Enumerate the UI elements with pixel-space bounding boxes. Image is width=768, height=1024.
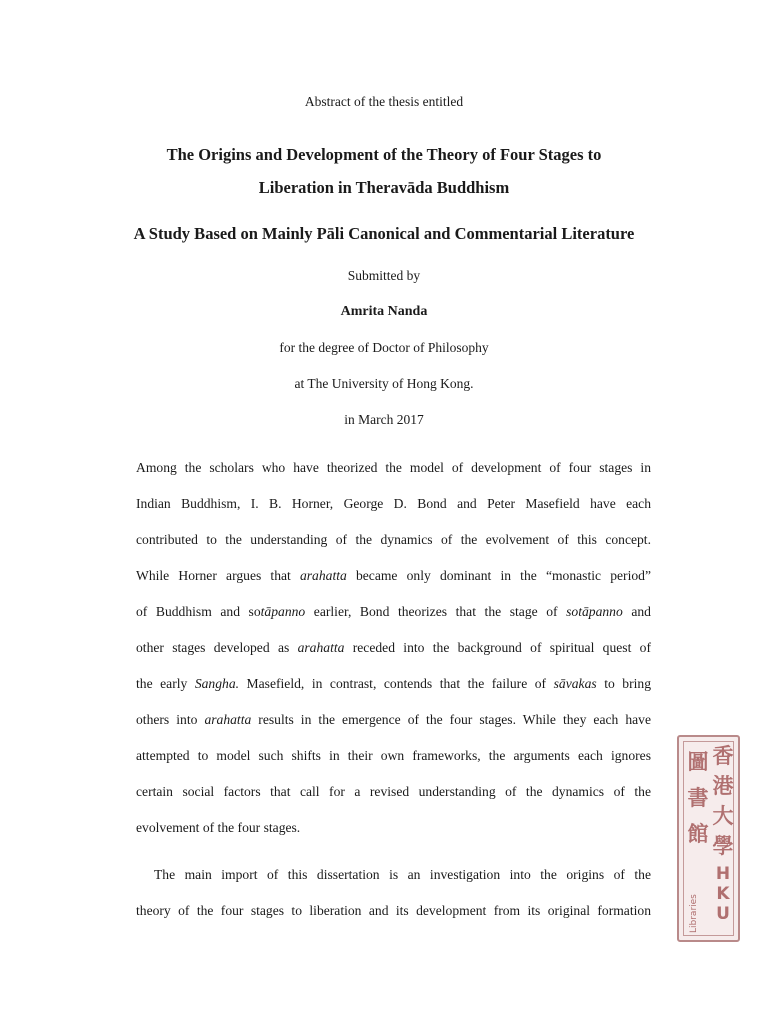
degree-line: for the degree of Doctor of Philosophy — [279, 340, 489, 355]
stamp-hku-letter: H — [715, 864, 731, 884]
paragraph-1-line: evolvement of the four stages. — [136, 820, 301, 835]
paragraph-1-line: others into arahatta results in the emergence of the four stages. While they each have — [136, 712, 652, 727]
university-line: at The University of Hong Kong. — [294, 376, 474, 391]
author-name: Amrita Nanda — [340, 304, 428, 319]
hku-libraries-stamp — [677, 735, 740, 942]
stamp-glyph: 港 — [712, 774, 734, 798]
thesis-subtitle: A Study Based on Mainly Pāli Canonical and Commentarial Literature — [133, 224, 635, 243]
thesis-title-line-2: Liberation in Theravāda Buddhism — [258, 178, 510, 197]
pali-term: tāpanno — [260, 604, 306, 619]
pali-term: sotāpanno — [566, 604, 623, 619]
paragraph-1-line: certain social factors that call for a revised understanding of the dynamics of the — [136, 784, 651, 799]
stamp-libraries-text: Libraries — [689, 894, 699, 933]
paragraph-1-line: Among the scholars who have theorized the model of development of four stages in — [136, 460, 651, 475]
paragraph-1-line: of Buddhism and sotāpanno earlier, Bond theorizes that the stage of sotāpanno and — [136, 604, 651, 619]
pali-term: arahatta — [299, 568, 347, 583]
stamp-glyph: 書 — [687, 786, 709, 810]
pali-term: Sangha. — [194, 676, 240, 691]
stamp-glyph: 學 — [712, 834, 734, 858]
paragraph-1-line: contributed to the understanding of the dynamics of the evolvement of this concept. — [136, 532, 651, 547]
thesis-title-line-1: The Origins and Development of the Theory of Four Stages to — [166, 145, 602, 164]
stamp-hku-letter: K — [716, 884, 730, 904]
date-line: in March 2017 — [344, 412, 424, 427]
pali-term: arahatta — [297, 640, 345, 655]
abstract-label: Abstract of the thesis entitled — [304, 94, 464, 109]
stamp-glyph: 圖 — [687, 750, 709, 774]
submitted-by: Submitted by — [347, 268, 421, 283]
stamp-glyph: 大 — [712, 804, 734, 828]
stamp-glyph: 香 — [712, 744, 734, 768]
paragraph-2-line: theory of the four stages to liberation and its development from its original formation — [136, 903, 651, 918]
pali-term: sāvakas — [553, 676, 597, 691]
pali-term: arahatta — [204, 712, 252, 727]
paragraph-1-line: the early Sangha. Masefield, in contrast, contends that the failure of sāvakas to bring — [136, 676, 651, 691]
stamp-glyph: 館 — [687, 822, 709, 846]
paragraph-1-line: Indian Buddhism, I. B. Horner, George D. Bond and Peter Masefield have each — [136, 496, 651, 511]
paragraph-1-line: other stages developed as arahatta receded into the background of spiritual quest of — [136, 640, 651, 655]
stamp-hku-letter: U — [716, 904, 730, 924]
paragraph-1-line: attempted to model such shifts in their own frameworks, the arguments each ignores — [136, 748, 651, 763]
paragraph-1-line: While Horner argues that arahatta became only dominant in the “monastic period” — [136, 568, 651, 583]
paragraph-2-line: The main import of this dissertation is an investigation into the origins of the — [154, 867, 651, 882]
